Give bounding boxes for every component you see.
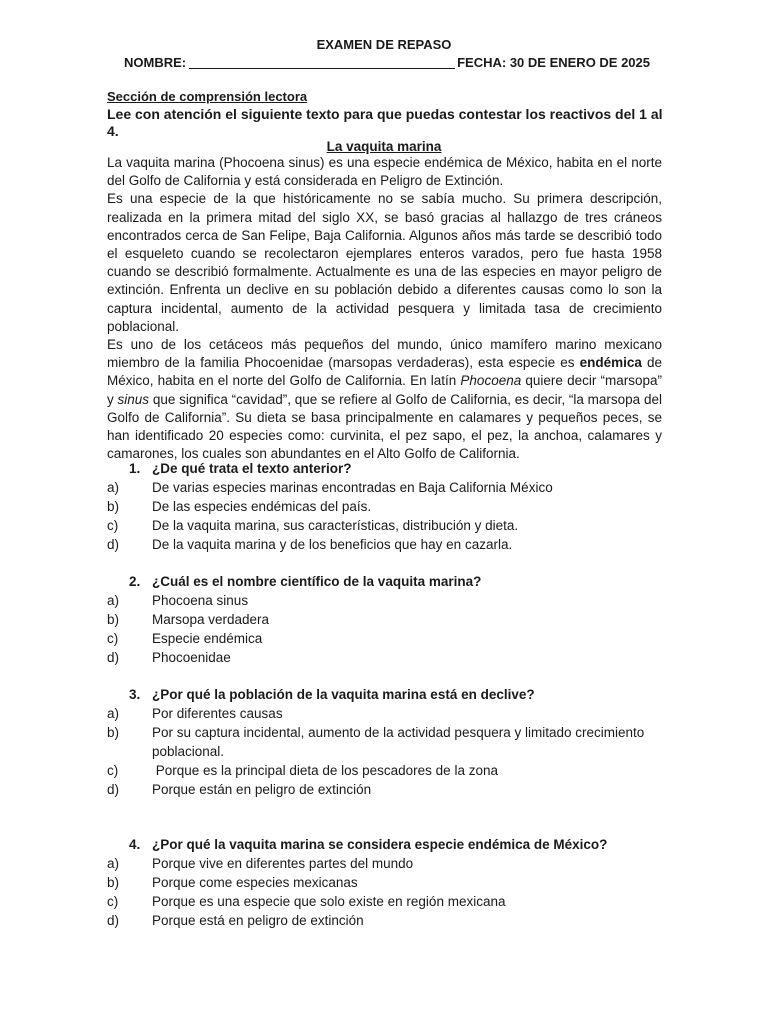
reading-passage [107,154,662,463]
exam-title: EXAMEN DE REPASO [316,37,452,52]
question-3: 3. ¿Por qué la población de la vaquita marina está en declive? a) Por diferentes causas b) Por su captura incidental, aumento de la actividad pesquera y limitado crecimiento poblacional. c) Porque es la principal dieta de los pescadores de la zona d) Porque están en peligro de extinción [107,685,667,799]
option[interactable]: b) Por su captura incidental, aumento de la actividad pesquera y limitado crecimiento poblacional. [107,725,645,759]
option[interactable]: d) De la vaquita marina y de los beneficios que hay en cazarla. [107,537,513,552]
section-title: Sección de comprensión lectora [107,89,308,104]
option[interactable]: a) De varias especies marinas encontradas en Baja California México [107,480,553,495]
question-text: ¿Cuál es el nombre científico de la vaquita marina? [152,574,482,589]
passage-paragraph-2: Es una especie de la que históricamente no se sabía mucho. Su primera descripción, realizada en la primera mitad del siglo XX, se basó gracias al hallazgo de tres cráneos encontrados cerca de San Felipe, Baja California. Algunos años más tarde se describió todo el esqueleto cuando se recolectaron ejemplares enteros varados, pero fue hasta 1958 cuando se describió formalmente. Actualmente es una de las especies en mayor peligro de extinción. Enfrenta un declive en su población debido a diferentes causas como lo son la captura incidental, aumento de la actividad pesquera y limitada tasa de crecimiento poblacional. [107,191,662,334]
question-text: ¿Por qué la población de la vaquita marina está en declive? [152,687,535,702]
endemica-bold: endémica [579,355,642,371]
question-1: 1. ¿De qué trata el texto anterior? a) De varias especies marinas encontradas en Baja California México b) De las especies endémicas del país. c) De la vaquita marina, sus características, distribución y dieta. d) De la vaquita marina y de los beneficios que hay en cazarla. [107,459,667,554]
option[interactable]: d) Phocoenidae [107,650,231,665]
option[interactable]: a) Phocoena sinus [107,593,249,608]
question-text: ¿Por qué la vaquita marina se considera especie endémica de México? [152,837,608,852]
name-blank [189,56,455,69]
option[interactable]: b) Porque come especies mexicanas [107,875,358,890]
date-label: FECHA: 30 DE ENERO DE 2025 [457,55,651,70]
option[interactable]: a) Porque vive en diferentes partes del mundo [107,856,414,871]
passage-paragraph-1: La vaquita marina (Phocoena sinus) es una especie endémica de México, habita en el norte del Golfo de California y está considerada en Peligro de Extinción. [107,155,662,189]
sinus-italic: sinus [117,391,150,407]
instruction-text: Lee con atención el siguiente texto para que puedas contestar los reactivos del 1 al 4. [107,106,663,139]
option[interactable]: b) Marsopa verdadera [107,612,270,627]
option[interactable]: c) De la vaquita marina, sus características, distribución y dieta. [107,518,519,533]
question-4: 4. ¿Por qué la vaquita marina se considera especie endémica de México? a) Porque vive en diferentes partes del mundo b) Porque come especies mexicanas c) Porque es una especie que solo existe en región mexicana d) Porque está en peligro de extinción [107,835,667,930]
option[interactable]: d) Porque están en peligro de extinción [107,782,372,797]
reading-title: La vaquita marina [326,139,442,154]
option[interactable]: c) Porque es la principal dieta de los pescadores de la zona [107,763,498,778]
name-date-line [124,55,650,70]
name-label: NOMBRE: [124,55,187,70]
option[interactable]: c) Especie endémica [107,631,263,646]
option[interactable]: a) Por diferentes causas [107,706,283,721]
passage-paragraph-3: Es uno de los cetáceos más pequeños del mundo, único mamífero marino mexicano miembro de la familia Phocoenidae (marsopas verdaderas), esta especie es endémica de México, habita en el norte del Golfo de California. En latín Phocoena quiere decir “marsopa” y sinus que significa “cavidad”, que se refiere al Golfo de California, es decir, “la marsopa del Golfo de California”. Su dieta se basa principalmente en calamares y pequeños peces, se han identificado 20 especies como: curvinita, el pez sapo, el pez, la anchoa, calamares y camarones, los cuales son abundantes en el Alto Golfo de California. [107,337,663,462]
option[interactable]: d) Porque está en peligro de extinción [107,913,364,928]
question-text: ¿De qué trata el texto anterior? [152,461,352,476]
phocoena-italic: Phocoena [460,373,522,389]
option[interactable]: b) De las especies endémicas del país. [107,499,372,514]
option[interactable]: c) Porque es una especie que solo existe en región mexicana [107,894,506,909]
question-2: 2. ¿Cuál es el nombre científico de la vaquita marina? a) Phocoena sinus b) Marsopa verdadera c) Especie endémica d) Phocoenidae [107,572,667,667]
